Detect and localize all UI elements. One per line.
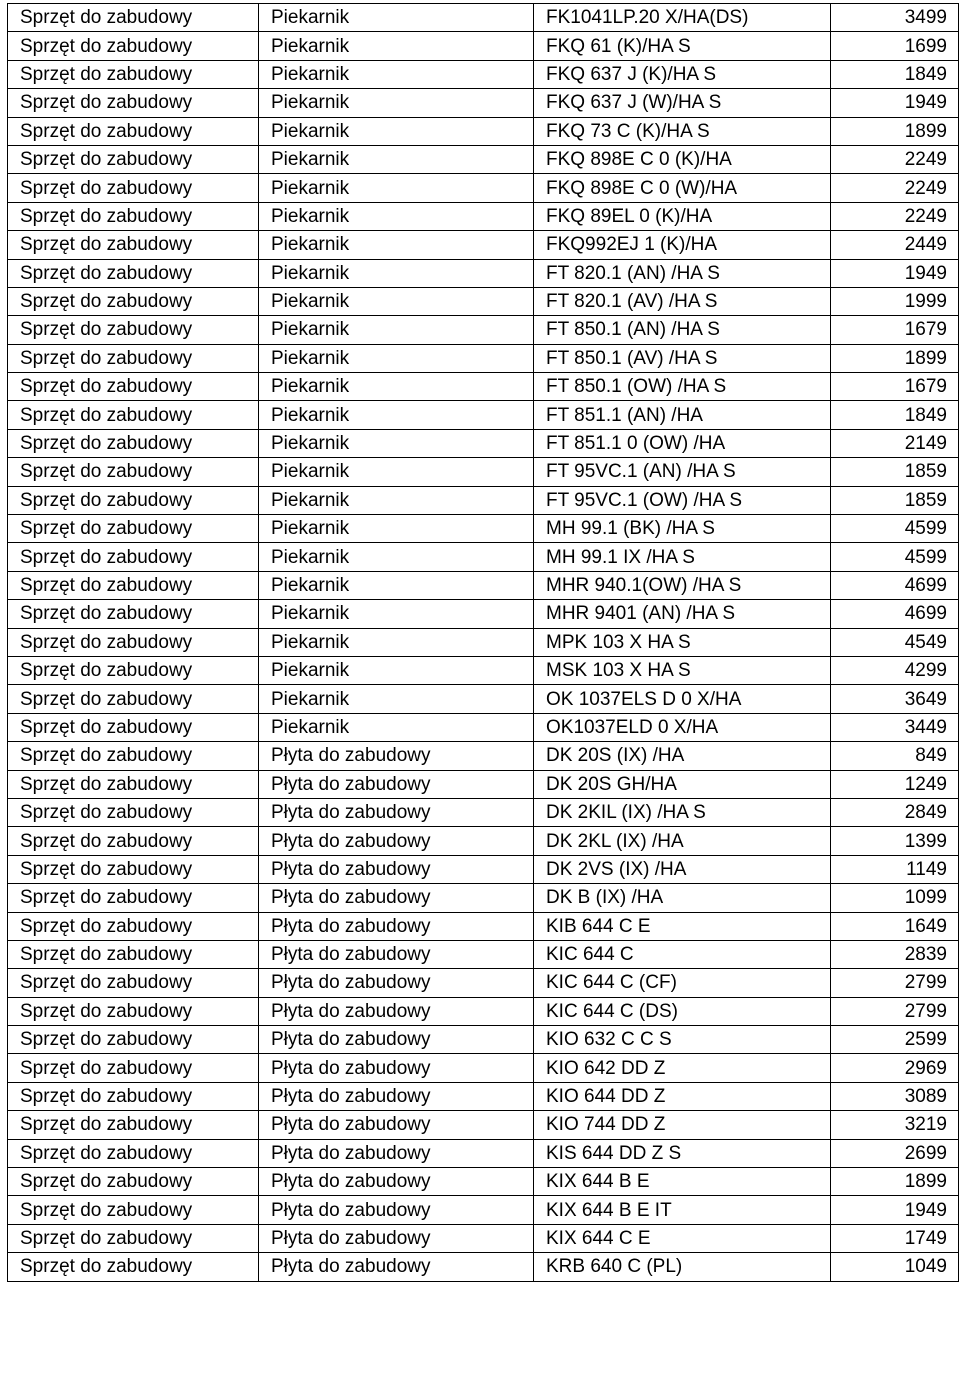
table-row: [8, 827, 959, 855]
price-cell: 4699: [831, 600, 959, 628]
product-type-cell: Płyta do zabudowy: [259, 770, 534, 798]
category-cell: Sprzęt do zabudowy: [8, 259, 259, 287]
price-cell: 2849: [831, 798, 959, 826]
model-cell: DK 20S (IX) /HA: [534, 742, 831, 770]
category-cell: Sprzęt do zabudowy: [8, 685, 259, 713]
model-cell: MHR 9401 (AN) /HA S: [534, 600, 831, 628]
table-row: [8, 997, 959, 1025]
price-table: [7, 3, 959, 1282]
price-cell: 2449: [831, 231, 959, 259]
product-type-cell: Piekarnik: [259, 515, 534, 543]
price-cell: 1899: [831, 344, 959, 372]
table-row: [8, 798, 959, 826]
model-cell: DK 2KIL (IX) /HA S: [534, 798, 831, 826]
table-row: [8, 713, 959, 741]
product-type-cell: Piekarnik: [259, 543, 534, 571]
product-type-cell: Piekarnik: [259, 287, 534, 315]
model-cell: DK B (IX) /HA: [534, 884, 831, 912]
model-cell: FKQ 61 (K)/HA S: [534, 32, 831, 60]
product-type-cell: Piekarnik: [259, 259, 534, 287]
price-cell: 1899: [831, 117, 959, 145]
product-type-cell: Płyta do zabudowy: [259, 1224, 534, 1252]
category-cell: Sprzęt do zabudowy: [8, 89, 259, 117]
product-type-cell: Piekarnik: [259, 401, 534, 429]
model-cell: FT 820.1 (AV) /HA S: [534, 287, 831, 315]
model-cell: MHR 940.1(OW) /HA S: [534, 571, 831, 599]
model-cell: FT 850.1 (AV) /HA S: [534, 344, 831, 372]
price-cell: 2249: [831, 174, 959, 202]
product-type-cell: Płyta do zabudowy: [259, 969, 534, 997]
product-type-cell: Piekarnik: [259, 316, 534, 344]
price-cell: 4599: [831, 515, 959, 543]
model-cell: FKQ 89EL 0 (K)/HA: [534, 202, 831, 230]
model-cell: MH 99.1 IX /HA S: [534, 543, 831, 571]
table-row: [8, 259, 959, 287]
price-cell: 2969: [831, 1054, 959, 1082]
model-cell: DK 20S GH/HA: [534, 770, 831, 798]
price-cell: 1849: [831, 401, 959, 429]
model-cell: DK 2VS (IX) /HA: [534, 855, 831, 883]
product-type-cell: Płyta do zabudowy: [259, 940, 534, 968]
price-cell: 4549: [831, 628, 959, 656]
price-cell: 3219: [831, 1111, 959, 1139]
table-row: [8, 316, 959, 344]
model-cell: FKQ 73 C (K)/HA S: [534, 117, 831, 145]
category-cell: Sprzęt do zabudowy: [8, 600, 259, 628]
product-type-cell: Płyta do zabudowy: [259, 1253, 534, 1281]
table-row: [8, 202, 959, 230]
table-row: [8, 486, 959, 514]
price-cell: 1999: [831, 287, 959, 315]
table-row: [8, 4, 959, 32]
price-cell: 1949: [831, 89, 959, 117]
category-cell: Sprzęt do zabudowy: [8, 174, 259, 202]
category-cell: Sprzęt do zabudowy: [8, 713, 259, 741]
product-type-cell: Piekarnik: [259, 117, 534, 145]
price-cell: 2149: [831, 429, 959, 457]
table-row: [8, 1139, 959, 1167]
table-row: [8, 685, 959, 713]
category-cell: Sprzęt do zabudowy: [8, 543, 259, 571]
table-row: [8, 1111, 959, 1139]
price-cell: 1049: [831, 1253, 959, 1281]
product-type-cell: Piekarnik: [259, 429, 534, 457]
category-cell: Sprzęt do zabudowy: [8, 742, 259, 770]
price-cell: 4299: [831, 656, 959, 684]
category-cell: Sprzęt do zabudowy: [8, 1168, 259, 1196]
table-row: [8, 1054, 959, 1082]
product-type-cell: Piekarnik: [259, 458, 534, 486]
product-type-cell: Piekarnik: [259, 4, 534, 32]
category-cell: Sprzęt do zabudowy: [8, 344, 259, 372]
model-cell: DK 2KL (IX) /HA: [534, 827, 831, 855]
model-cell: FT 850.1 (OW) /HA S: [534, 373, 831, 401]
product-type-cell: Piekarnik: [259, 145, 534, 173]
model-cell: KIO 642 DD Z: [534, 1054, 831, 1082]
product-type-cell: Piekarnik: [259, 202, 534, 230]
model-cell: FKQ 898E C 0 (W)/HA: [534, 174, 831, 202]
price-cell: 3499: [831, 4, 959, 32]
model-cell: MSK 103 X HA S: [534, 656, 831, 684]
model-cell: KIB 644 C E: [534, 912, 831, 940]
price-cell: 1899: [831, 1168, 959, 1196]
model-cell: KIC 644 C (CF): [534, 969, 831, 997]
category-cell: Sprzęt do zabudowy: [8, 855, 259, 883]
category-cell: Sprzęt do zabudowy: [8, 1139, 259, 1167]
table-row: [8, 429, 959, 457]
table-row: [8, 742, 959, 770]
table-row: [8, 287, 959, 315]
product-type-cell: Płyta do zabudowy: [259, 1168, 534, 1196]
model-cell: FKQ992EJ 1 (K)/HA: [534, 231, 831, 259]
model-cell: OK 1037ELS D 0 X/HA: [534, 685, 831, 713]
model-cell: FT 820.1 (AN) /HA S: [534, 259, 831, 287]
price-cell: 2799: [831, 969, 959, 997]
price-cell: 1859: [831, 486, 959, 514]
category-cell: Sprzęt do zabudowy: [8, 202, 259, 230]
product-type-cell: Piekarnik: [259, 628, 534, 656]
category-cell: Sprzęt do zabudowy: [8, 997, 259, 1025]
price-cell: 1679: [831, 316, 959, 344]
product-type-cell: Piekarnik: [259, 373, 534, 401]
table-row: [8, 628, 959, 656]
product-type-cell: Płyta do zabudowy: [259, 1196, 534, 1224]
category-cell: Sprzęt do zabudowy: [8, 486, 259, 514]
price-cell: 1949: [831, 259, 959, 287]
table-row: [8, 969, 959, 997]
category-cell: Sprzęt do zabudowy: [8, 940, 259, 968]
category-cell: Sprzęt do zabudowy: [8, 458, 259, 486]
table-row: [8, 940, 959, 968]
product-type-cell: Płyta do zabudowy: [259, 742, 534, 770]
price-cell: 1849: [831, 60, 959, 88]
price-cell: 1649: [831, 912, 959, 940]
table-row: [8, 1196, 959, 1224]
category-cell: Sprzęt do zabudowy: [8, 1253, 259, 1281]
table-row: [8, 231, 959, 259]
table-row: [8, 571, 959, 599]
product-type-cell: Piekarnik: [259, 32, 534, 60]
category-cell: Sprzęt do zabudowy: [8, 1224, 259, 1252]
table-row: [8, 32, 959, 60]
category-cell: Sprzęt do zabudowy: [8, 571, 259, 599]
product-type-cell: Płyta do zabudowy: [259, 855, 534, 883]
table-row: [8, 855, 959, 883]
table-row: [8, 60, 959, 88]
product-type-cell: Piekarnik: [259, 344, 534, 372]
category-cell: Sprzęt do zabudowy: [8, 373, 259, 401]
price-cell: 1749: [831, 1224, 959, 1252]
category-cell: Sprzęt do zabudowy: [8, 798, 259, 826]
table-row: [8, 656, 959, 684]
model-cell: KIS 644 DD Z S: [534, 1139, 831, 1167]
price-cell: 1699: [831, 32, 959, 60]
table-row: [8, 174, 959, 202]
category-cell: Sprzęt do zabudowy: [8, 231, 259, 259]
table-row: [8, 89, 959, 117]
model-cell: KRB 640 C (PL): [534, 1253, 831, 1281]
price-cell: 3089: [831, 1082, 959, 1110]
category-cell: Sprzęt do zabudowy: [8, 884, 259, 912]
model-cell: FKQ 637 J (W)/HA S: [534, 89, 831, 117]
model-cell: KIO 644 DD Z: [534, 1082, 831, 1110]
price-cell: 4599: [831, 543, 959, 571]
category-cell: Sprzęt do zabudowy: [8, 827, 259, 855]
model-cell: KIX 644 B E: [534, 1168, 831, 1196]
price-cell: 2249: [831, 202, 959, 230]
product-type-cell: Piekarnik: [259, 685, 534, 713]
model-cell: OK1037ELD 0 X/HA: [534, 713, 831, 741]
category-cell: Sprzęt do zabudowy: [8, 912, 259, 940]
table-row: [8, 344, 959, 372]
category-cell: Sprzęt do zabudowy: [8, 969, 259, 997]
model-cell: FT 95VC.1 (OW) /HA S: [534, 486, 831, 514]
product-type-cell: Płyta do zabudowy: [259, 912, 534, 940]
price-cell: 1399: [831, 827, 959, 855]
table-row: [8, 884, 959, 912]
price-cell: 2599: [831, 1026, 959, 1054]
model-cell: FT 851.1 (AN) /HA: [534, 401, 831, 429]
table-row: [8, 770, 959, 798]
category-cell: Sprzęt do zabudowy: [8, 1196, 259, 1224]
model-cell: MH 99.1 (BK) /HA S: [534, 515, 831, 543]
product-type-cell: Płyta do zabudowy: [259, 1111, 534, 1139]
category-cell: Sprzęt do zabudowy: [8, 316, 259, 344]
category-cell: Sprzęt do zabudowy: [8, 401, 259, 429]
category-cell: Sprzęt do zabudowy: [8, 4, 259, 32]
model-cell: MPK 103 X HA S: [534, 628, 831, 656]
table-row: [8, 373, 959, 401]
product-type-cell: Płyta do zabudowy: [259, 827, 534, 855]
table-row: [8, 1224, 959, 1252]
table-row: [8, 515, 959, 543]
product-type-cell: Piekarnik: [259, 656, 534, 684]
table-row: [8, 458, 959, 486]
product-type-cell: Piekarnik: [259, 89, 534, 117]
price-cell: 2839: [831, 940, 959, 968]
model-cell: FKQ 637 J (K)/HA S: [534, 60, 831, 88]
price-cell: 3449: [831, 713, 959, 741]
category-cell: Sprzęt do zabudowy: [8, 60, 259, 88]
price-cell: 2699: [831, 1139, 959, 1167]
price-cell: 3649: [831, 685, 959, 713]
product-type-cell: Płyta do zabudowy: [259, 1026, 534, 1054]
price-cell: 849: [831, 742, 959, 770]
table-row: [8, 912, 959, 940]
category-cell: Sprzęt do zabudowy: [8, 770, 259, 798]
table-row: [8, 117, 959, 145]
category-cell: Sprzęt do zabudowy: [8, 117, 259, 145]
table-row: [8, 1168, 959, 1196]
price-cell: 1249: [831, 770, 959, 798]
model-cell: KIX 644 B E IT: [534, 1196, 831, 1224]
category-cell: Sprzęt do zabudowy: [8, 1054, 259, 1082]
product-type-cell: Płyta do zabudowy: [259, 1054, 534, 1082]
category-cell: Sprzęt do zabudowy: [8, 287, 259, 315]
product-type-cell: Płyta do zabudowy: [259, 1082, 534, 1110]
model-cell: FT 850.1 (AN) /HA S: [534, 316, 831, 344]
price-cell: 2799: [831, 997, 959, 1025]
price-cell: 1859: [831, 458, 959, 486]
table-row: [8, 543, 959, 571]
product-type-cell: Piekarnik: [259, 174, 534, 202]
model-cell: FK1041LP.20 X/HA(DS): [534, 4, 831, 32]
category-cell: Sprzęt do zabudowy: [8, 515, 259, 543]
product-type-cell: Piekarnik: [259, 571, 534, 599]
product-type-cell: Płyta do zabudowy: [259, 798, 534, 826]
model-cell: KIX 644 C E: [534, 1224, 831, 1252]
table-row: [8, 1082, 959, 1110]
product-type-cell: Piekarnik: [259, 600, 534, 628]
category-cell: Sprzęt do zabudowy: [8, 1026, 259, 1054]
category-cell: Sprzęt do zabudowy: [8, 145, 259, 173]
model-cell: FT 851.1 0 (OW) /HA: [534, 429, 831, 457]
table-row: [8, 401, 959, 429]
product-type-cell: Piekarnik: [259, 486, 534, 514]
table-row: [8, 1253, 959, 1281]
price-cell: 1099: [831, 884, 959, 912]
price-cell: 1679: [831, 373, 959, 401]
category-cell: Sprzęt do zabudowy: [8, 628, 259, 656]
model-cell: KIO 632 C C S: [534, 1026, 831, 1054]
product-type-cell: Płyta do zabudowy: [259, 997, 534, 1025]
model-cell: KIC 644 C: [534, 940, 831, 968]
model-cell: FT 95VC.1 (AN) /HA S: [534, 458, 831, 486]
table-row: [8, 600, 959, 628]
price-cell: 2249: [831, 145, 959, 173]
product-type-cell: Piekarnik: [259, 713, 534, 741]
category-cell: Sprzęt do zabudowy: [8, 1082, 259, 1110]
model-cell: FKQ 898E C 0 (K)/HA: [534, 145, 831, 173]
category-cell: Sprzęt do zabudowy: [8, 429, 259, 457]
price-table-body: [8, 4, 959, 1282]
category-cell: Sprzęt do zabudowy: [8, 656, 259, 684]
product-type-cell: Płyta do zabudowy: [259, 1139, 534, 1167]
price-cell: 1949: [831, 1196, 959, 1224]
model-cell: KIC 644 C (DS): [534, 997, 831, 1025]
category-cell: Sprzęt do zabudowy: [8, 32, 259, 60]
table-row: [8, 1026, 959, 1054]
product-type-cell: Piekarnik: [259, 231, 534, 259]
category-cell: Sprzęt do zabudowy: [8, 1111, 259, 1139]
model-cell: KIO 744 DD Z: [534, 1111, 831, 1139]
product-type-cell: Płyta do zabudowy: [259, 884, 534, 912]
price-cell: 1149: [831, 855, 959, 883]
table-row: [8, 145, 959, 173]
product-type-cell: Piekarnik: [259, 60, 534, 88]
price-cell: 4699: [831, 571, 959, 599]
